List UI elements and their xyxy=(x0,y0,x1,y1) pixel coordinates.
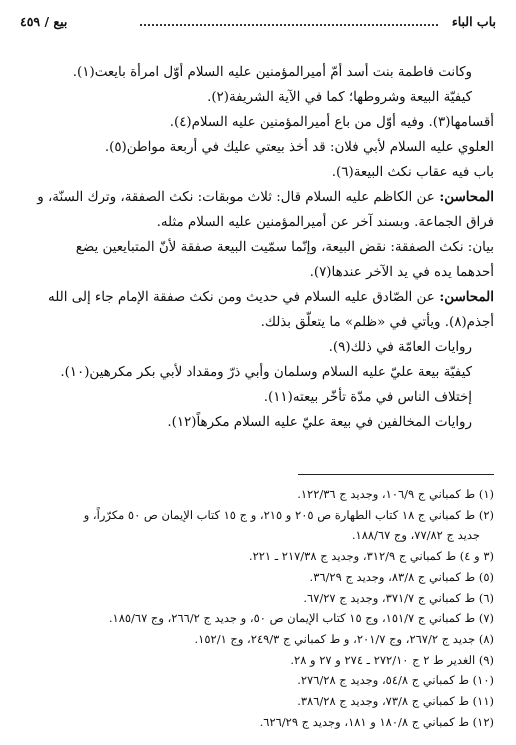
footnote-item: (٥) ط كمباني ج ٨٣/٨، وجديد ج ٣٦/٢٩. xyxy=(309,569,494,584)
footnote-item: (٧) ط كمباني ج ١٥١/٧، وج ١٥ كتاب الإيمان ص ٥٠، و جديد ج ٢٦٦/٢، وج ١٨٥/٦٧. xyxy=(108,611,494,626)
footnote-item: (٦) ط كمباني ج ٣٧١/٧، وجديد ج ٦٧/٢٧. xyxy=(303,590,494,605)
text-line xyxy=(22,85,494,110)
text-line xyxy=(22,410,494,435)
footnote-item: (٨) جديد ج ٢٦٧/٢، وج ٢٠١/٧، و ط كمباني ج ٢٤٩/٣، وج ١٥٢/١. xyxy=(194,631,494,646)
text-line xyxy=(22,335,494,360)
text-line xyxy=(22,310,494,335)
footnote-item: (١٠) ط كمباني ج ٥٤/٨، وجديد ج ٢٧٦/٢٨. xyxy=(297,673,494,688)
line-text: أحدهما يده في يد الآخر عندها(٧). xyxy=(309,265,494,280)
line-text: فراق الجماعة. وبسند آخر عن أميرالمؤمنين عليه السلام مثله. xyxy=(156,215,494,230)
text-line xyxy=(22,260,494,285)
text-line xyxy=(22,110,494,135)
text-line xyxy=(22,185,494,210)
page-number: بيع / ٤٥٩ xyxy=(20,14,68,29)
line-text: أقسامها(٣). وفيه أوّل من باع أميرالمؤمنين عليه السلام(٤). xyxy=(169,115,494,130)
footnote-item: (٣ و ٤) ط كمباني ج ٣١٢/٩، وجديد ج ٢١٧/٣٨ ـ ٢٢١. xyxy=(248,549,494,564)
footnotes xyxy=(22,484,494,732)
line-text: العلوي عليه السلام لأبي فلان: قد أخذ بيعتي عليك في أربعة مواطن(٥). xyxy=(104,140,494,155)
line-text: باب فيه عقاب نكث البيعة(٦). xyxy=(331,165,494,180)
line-text: بيان: نكث الصفقة: نقض البيعة، وإنّما سمّيت البيعة صفقة لأنّ المتبايعين يضع xyxy=(75,240,494,255)
line-text: وكانت فاطمة بنت أسد أمّ أميرالمؤمنين عليه السلام أوّل امرأة بايعت(١). xyxy=(72,65,472,80)
source-label: المحاسن: xyxy=(434,289,494,305)
page-header xyxy=(20,10,496,32)
footnote-item: (٩) الغدير ط ٢ ج ٢٧٢/١٠ ـ ٢٧٤ و ٢٧ و ٢٨. xyxy=(290,652,494,667)
text-line xyxy=(22,60,494,85)
footnote-item: جديد ج ٧٧/٨٢، وج ١٨٨/٦٧. xyxy=(351,528,480,543)
header-dotted-leader xyxy=(140,24,438,26)
footnote-item: (١٢) ط كمباني ج ١٨٠/٨ و ١٨١، وجديد ج ٦٢٦/٢٩. xyxy=(259,714,494,729)
line-text: كيفيّة بيعة عليّ عليه السلام وسلمان وأبي ذرّ ومقداد لأبي بكر مكرهين(١٠). xyxy=(60,365,472,380)
footnote-item: (٢) ط كمباني ج ١٨ كتاب الطهارة ص ٢٠٥ و ٢١٥، و ج ١٥ كتاب الإيمان ص ٥٠ مكرّراً، و xyxy=(83,507,494,522)
line-text: عن الصّادق عليه السلام في حديث ومن نكث صفقة الإمام جاء إلى الله xyxy=(48,290,435,305)
text-line xyxy=(22,385,494,410)
line-text: إختلاف الناس في مدّة تأخّر بيعته(١١). xyxy=(263,390,472,405)
line-text: عن الكاظم عليه السلام قال: ثلاث موبقات: نكث الصفقة، وترك السنّة، و xyxy=(37,190,435,205)
line-text: أجذم(٨). ويأتي في «ظلم» ما يتعلّق بذلك. xyxy=(260,315,494,330)
text-line xyxy=(22,160,494,185)
text-line xyxy=(22,210,494,235)
chapter-title: باب الباء xyxy=(451,14,496,29)
text-line xyxy=(22,360,494,385)
text-line xyxy=(22,235,494,260)
line-text: كيفيّة البيعة وشروطها؛ كما في الآية الشريفة(٢). xyxy=(207,90,472,105)
source-label: المحاسن: xyxy=(434,189,494,205)
main-text xyxy=(22,60,494,435)
line-text: روايات المخالفين في بيعة عليّ عليه السلام مكرهاً(١٢). xyxy=(167,415,472,430)
footnote-separator xyxy=(298,474,494,475)
text-line xyxy=(22,285,494,310)
footnote-item: (١١) ط كمباني ج ٧٣/٨، وجديد ج ٣٨٦/٢٨. xyxy=(297,694,494,709)
text-line xyxy=(22,135,494,160)
line-text: روايات العامّة في ذلك(٩). xyxy=(328,340,472,355)
footnote-item: (١) ط كمباني ج ١٠٦/٩، وجديد ج ١٢٢/٣٦. xyxy=(297,487,494,501)
